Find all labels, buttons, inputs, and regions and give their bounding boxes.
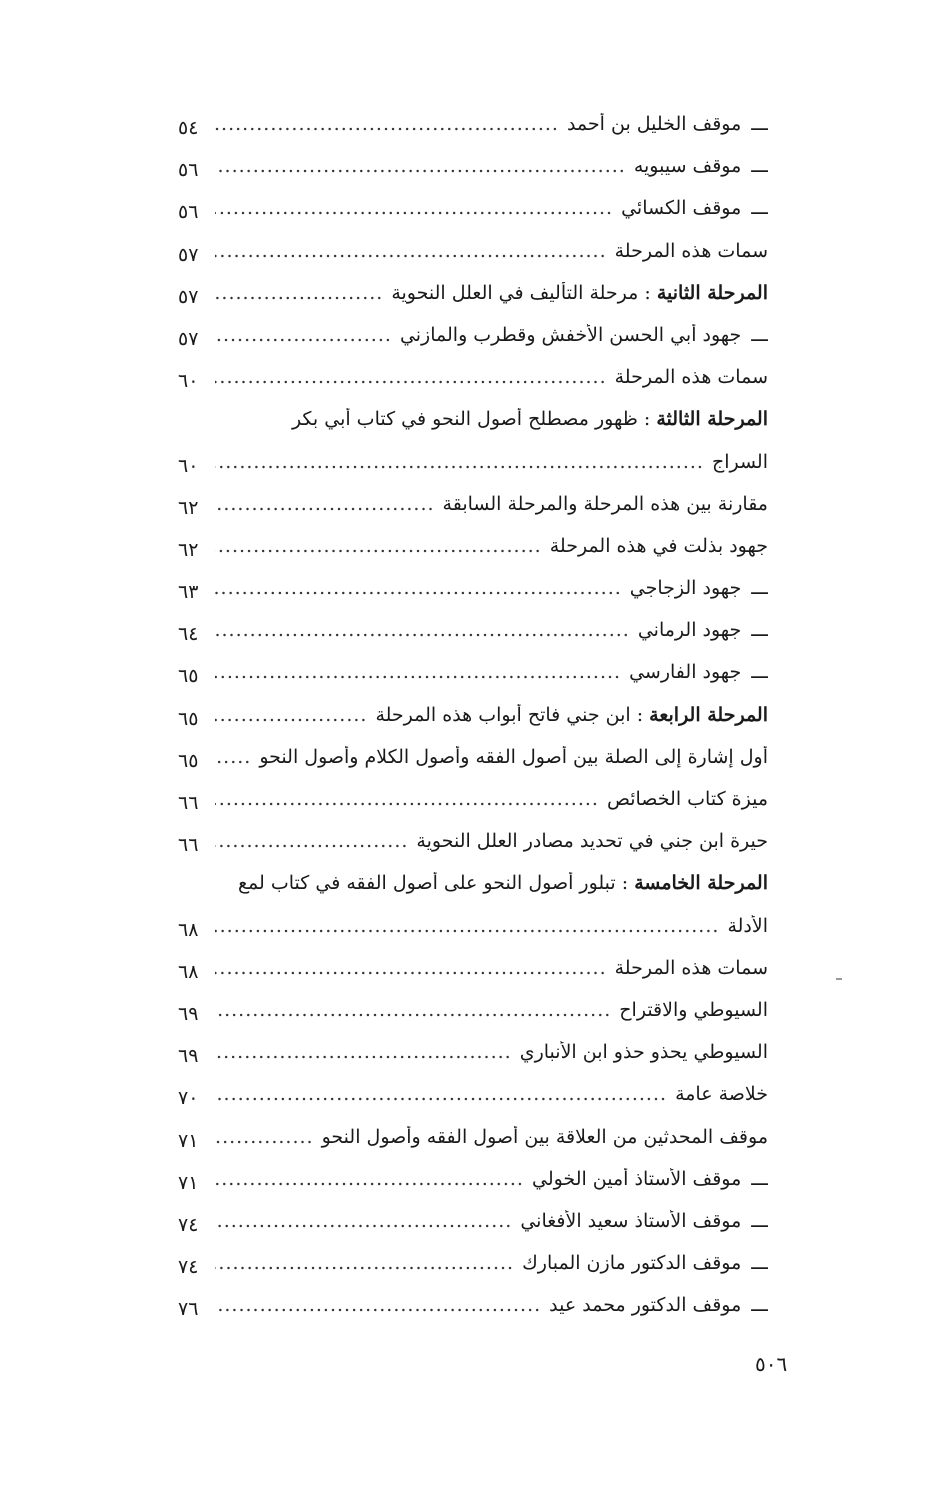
dot-leader (215, 1210, 512, 1232)
toc-label-text: الأدلة (727, 914, 768, 937)
toc-entry (0, 366, 940, 408)
toc-entry (0, 661, 940, 703)
toc-entry-text (215, 661, 768, 683)
toc-entry-text (215, 915, 768, 937)
toc-entry (0, 282, 940, 324)
toc-label (322, 1126, 768, 1148)
dot-leader (215, 1168, 524, 1190)
dot-leader (215, 113, 559, 135)
toc-entry-text (215, 830, 768, 852)
toc-entry-text (215, 535, 768, 557)
toc-page-number: ٦٦ (178, 834, 199, 857)
toc-dash: ـــ (751, 155, 768, 178)
toc-entry-text (215, 366, 768, 388)
toc-label (615, 366, 768, 388)
toc-label-text: : مرحلة التأليف في العلل النحوية (391, 281, 657, 304)
toc-label-text: موقف سيبويه (633, 155, 742, 178)
toc-entry-text (215, 1126, 768, 1148)
toc-label (238, 872, 768, 894)
toc-entry-text (215, 240, 768, 262)
dot-leader (215, 1083, 667, 1105)
table-of-contents (0, 113, 940, 1336)
dot-leader (215, 661, 621, 683)
toc-page-number: ٥٦ (178, 159, 199, 182)
toc-page-number: ٥٦ (178, 201, 199, 224)
toc-entry (0, 1252, 940, 1294)
toc-entry-text (215, 197, 768, 219)
toc-stage-title: المرحلة الثالثة (656, 408, 768, 431)
toc-page-number: ٥٤ (178, 117, 199, 139)
toc-page-number: ٦٠ (178, 454, 199, 477)
toc-entry (0, 324, 940, 366)
toc-label (712, 451, 768, 473)
toc-entry (0, 1126, 940, 1168)
dot-leader (215, 788, 599, 810)
toc-dash: ـــ (751, 577, 768, 600)
toc-label-text: السراج (711, 450, 768, 473)
toc-label-text: موقف المحدثين من العلاقة بين أصول الفقه وأصول النحو (321, 1125, 768, 1148)
toc-entry-text (215, 113, 768, 135)
toc-entry (0, 1041, 940, 1083)
toc-entry-text (215, 408, 768, 430)
toc-page-number: ٧٦ (178, 1298, 199, 1321)
toc-entry (0, 1294, 940, 1336)
dot-leader (215, 535, 542, 557)
toc-dash: ـــ (751, 1167, 768, 1190)
dot-leader (215, 1252, 514, 1274)
toc-label (615, 957, 768, 979)
dot-leader (215, 957, 607, 979)
toc-label (292, 408, 768, 430)
toc-label (615, 240, 768, 262)
toc-entry-text (215, 704, 768, 726)
toc-entry (0, 957, 940, 999)
toc-label (727, 915, 768, 937)
toc-label-text: أول إشارة إلى الصلة بين أصول الفقه وأصول الكلام وأصول النحو (259, 745, 768, 768)
toc-label (522, 1252, 741, 1274)
toc-label (375, 704, 768, 726)
toc-label-text: السيوطي والاقتراح (619, 998, 768, 1021)
toc-entry-text (215, 1168, 768, 1190)
toc-entry (0, 830, 940, 872)
toc-label (520, 1041, 768, 1063)
toc-dash: ـــ (751, 1209, 768, 1232)
toc-label (549, 1294, 741, 1316)
page-number: ٥٠٦ (755, 1352, 788, 1376)
dot-leader (215, 197, 613, 219)
toc-entry (0, 197, 940, 239)
toc-label-text: : ظهور مصطلح أصول النحو في كتاب أبي بكر (291, 408, 657, 431)
toc-page-number: ٦٦ (178, 792, 199, 814)
toc-page-number: ٧٤ (178, 1256, 199, 1279)
toc-entry (0, 113, 940, 155)
toc-page-number: ٦٤ (178, 623, 199, 646)
toc-page-number: ٦٩ (178, 1045, 199, 1068)
toc-entry (0, 915, 940, 957)
dot-leader (215, 1126, 314, 1148)
toc-page-number: ٥٧ (178, 285, 199, 308)
toc-entry-text (215, 957, 768, 979)
toc-page-number: ٦٢ (178, 538, 199, 561)
toc-label (416, 830, 768, 852)
toc-page-number: ٥٧ (178, 243, 199, 266)
toc-entry (0, 872, 940, 914)
toc-entry-text (215, 282, 768, 304)
toc-label (567, 113, 741, 135)
toc-label (259, 746, 768, 768)
toc-label (675, 1083, 768, 1105)
dot-leader (215, 577, 622, 599)
toc-label (629, 661, 741, 683)
toc-page-number: ٦٥ (178, 665, 199, 688)
toc-dash: ـــ (751, 1252, 768, 1275)
toc-label-text: السيوطي يحذو حذو ابن الأنباري (519, 1041, 768, 1064)
toc-label-text: سمات هذه المرحلة (614, 956, 768, 979)
toc-label (532, 1168, 741, 1190)
dot-leader (215, 366, 607, 388)
toc-entry-text (215, 788, 768, 810)
toc-page-number: ٥٧ (178, 327, 199, 350)
toc-label-text: جهود أبي الحسن الأخفش وقطرب والمازني (399, 323, 742, 346)
toc-entry (0, 1168, 940, 1210)
toc-entry-text (215, 746, 768, 768)
toc-entry (0, 1083, 940, 1125)
toc-entry (0, 746, 940, 788)
toc-page-number: ٦٩ (178, 1002, 199, 1025)
toc-entry-text (215, 1083, 768, 1105)
toc-label (621, 197, 741, 219)
toc-label-text: جهود الرماني (637, 619, 742, 642)
dot-leader (215, 999, 611, 1021)
toc-dash: ـــ (751, 323, 768, 346)
toc-stage-title: المرحلة الرابعة (649, 703, 768, 726)
toc-entry (0, 451, 940, 493)
toc-entry-text (215, 619, 768, 641)
dot-leader (215, 619, 630, 641)
toc-entry-text (215, 999, 768, 1021)
toc-label-text: موقف الدكتور محمد عيد (549, 1294, 742, 1317)
toc-label (391, 282, 768, 304)
toc-stage-title: المرحلة الخامسة (634, 872, 768, 895)
toc-dash: ـــ (751, 661, 768, 684)
toc-entry (0, 408, 940, 450)
toc-label-text: مقارنة بين هذه المرحلة والمرحلة السابقة (442, 492, 768, 515)
toc-entry-text (215, 324, 768, 346)
toc-page-number: ٦٢ (178, 496, 199, 519)
toc-label-text: حيرة ابن جني في تحديد مصادر العلل النحوية (416, 830, 768, 853)
toc-page-number: ٦٠ (178, 370, 199, 393)
dot-leader (215, 155, 626, 177)
toc-entry (0, 240, 940, 282)
toc-label (443, 493, 768, 515)
toc-label-text: موقف الأستاذ سعيد الأفغاني (520, 1209, 742, 1232)
toc-page-number: ٦٥ (178, 707, 199, 730)
toc-label (634, 155, 741, 177)
toc-page-number: ٦٥ (178, 749, 199, 772)
toc-entry (0, 619, 940, 661)
toc-dash: ـــ (751, 1294, 768, 1317)
toc-page-number: ٦٨ (178, 960, 199, 983)
toc-entry-text (215, 1041, 768, 1063)
toc-label (630, 577, 742, 599)
toc-entry-text (215, 451, 768, 473)
toc-dash: ـــ (751, 113, 768, 135)
toc-entry-text (215, 1210, 768, 1232)
toc-label-text: جهود الفارسي (629, 661, 742, 684)
toc-label (619, 999, 768, 1021)
dot-leader (215, 704, 367, 726)
toc-entry (0, 788, 940, 830)
toc-label (550, 535, 768, 557)
toc-page-number: ٦٣ (178, 581, 199, 604)
dot-leader (215, 451, 704, 473)
toc-entry (0, 999, 940, 1041)
toc-label (607, 788, 768, 810)
toc-dash: ـــ (751, 619, 768, 642)
toc-page-number: ٧١ (178, 1171, 199, 1194)
toc-label-text: موقف الأستاذ أمين الخولي (531, 1167, 742, 1190)
toc-entry-text (215, 493, 768, 515)
toc-label-text: خلاصة عامة (675, 1083, 768, 1106)
toc-entry (0, 493, 940, 535)
toc-label (520, 1210, 741, 1232)
dot-leader (215, 282, 383, 304)
toc-label-text: جهود الزجاجي (629, 577, 742, 600)
toc-entry-text (215, 577, 768, 599)
dot-leader (215, 1294, 541, 1316)
toc-page-number: ٧٠ (178, 1087, 199, 1110)
toc-label (400, 324, 741, 346)
dot-leader (215, 1041, 512, 1063)
dot-leader (215, 324, 392, 346)
toc-entry (0, 704, 940, 746)
dot-leader (215, 746, 251, 768)
toc-label (638, 619, 741, 641)
toc-label-text: : تبلور أصول النحو على أصول الفقه في كتاب لمع (237, 872, 635, 895)
toc-entry-text (215, 155, 768, 177)
dot-leader (215, 915, 719, 937)
toc-page-number: ٧٤ (178, 1213, 199, 1236)
toc-entry-text (215, 1252, 768, 1274)
toc-label-text: موقف الكسائي (621, 197, 742, 220)
toc-page-number: ٦٨ (178, 918, 199, 941)
dot-leader (215, 830, 408, 852)
toc-entry (0, 535, 940, 577)
toc-dash: ـــ (751, 197, 768, 220)
toc-stage-title: المرحلة الثانية (656, 281, 768, 304)
dot-leader (215, 240, 607, 262)
toc-label-text: ميزة كتاب الخصائص (606, 788, 768, 810)
toc-entry-text (215, 1294, 768, 1316)
toc-entry (0, 577, 940, 619)
toc-label-text: : ابن جني فاتح أبواب هذه المرحلة (375, 703, 650, 726)
toc-label-text: موقف الدكتور مازن المبارك (522, 1252, 742, 1275)
dot-leader (215, 493, 435, 515)
toc-entry (0, 1210, 940, 1252)
toc-label-text: سمات هذه المرحلة (614, 366, 768, 389)
toc-page-number: ٧١ (178, 1129, 199, 1152)
toc-label-text: جهود بذلت في هذه المرحلة (549, 534, 768, 557)
toc-entry-text (215, 872, 768, 894)
toc-label-text: موقف الخليل بن أحمد (566, 113, 742, 135)
toc-label-text: سمات هذه المرحلة (614, 239, 768, 262)
edge-mark (836, 978, 842, 980)
toc-entry (0, 155, 940, 197)
